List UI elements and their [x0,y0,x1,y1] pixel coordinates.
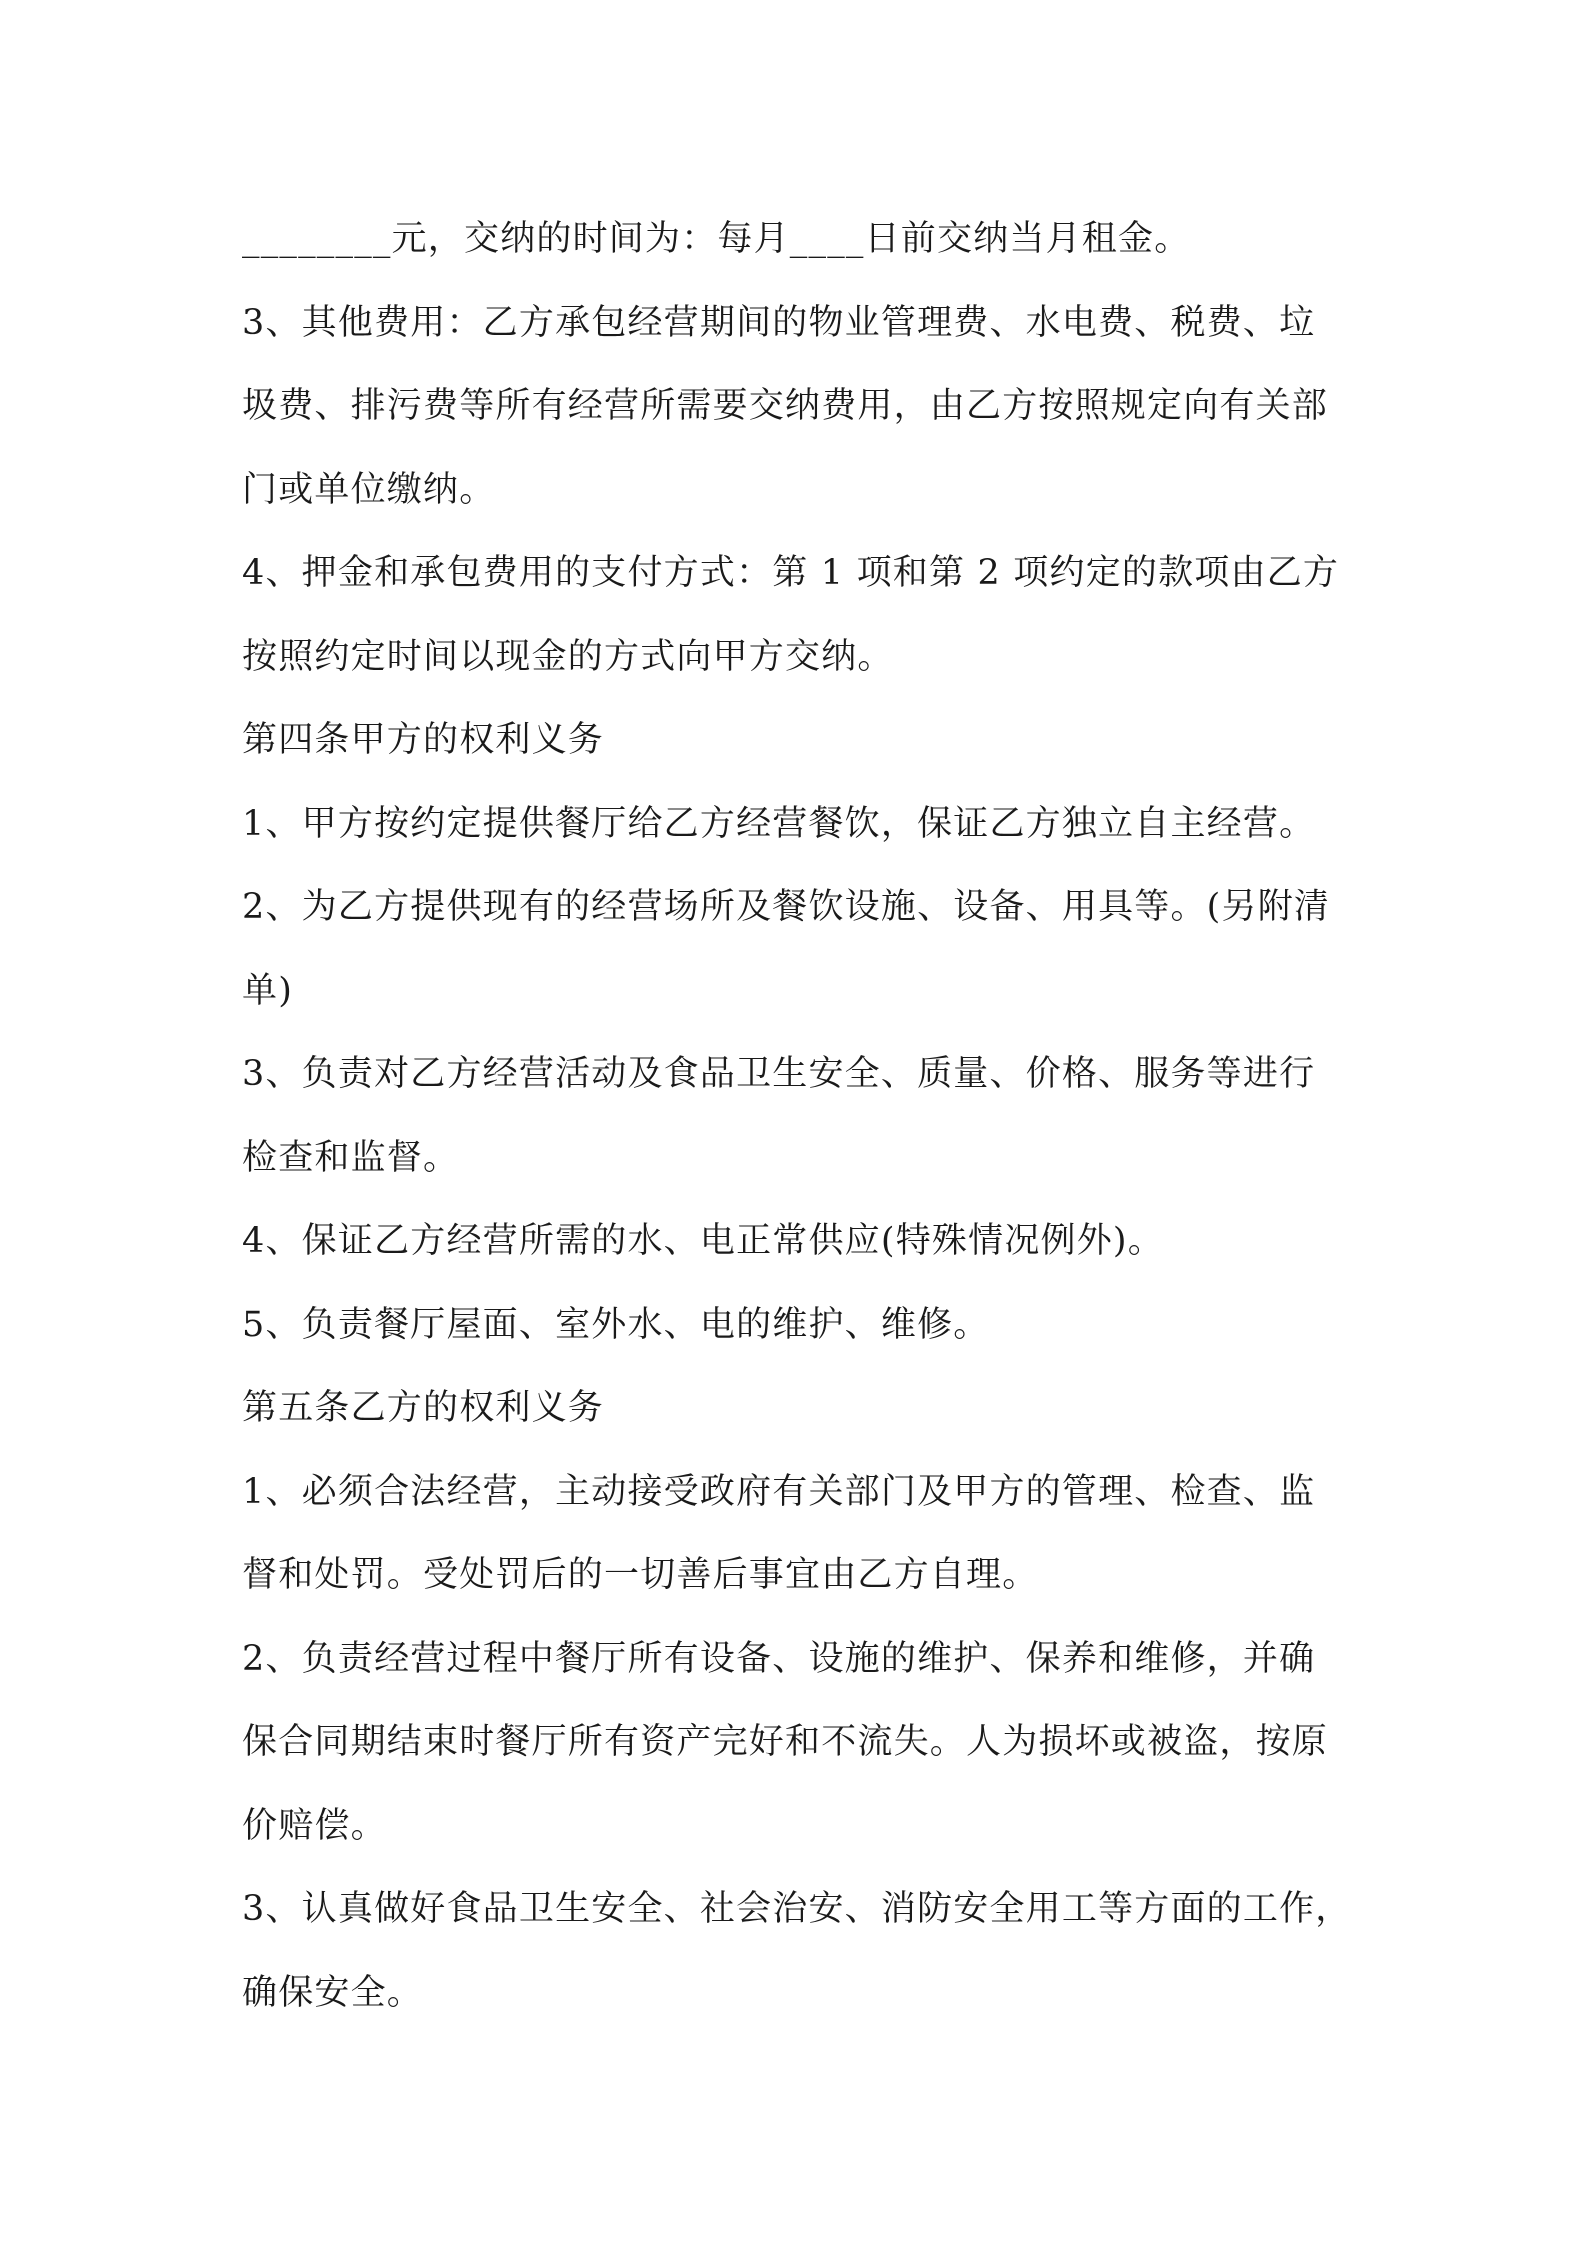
text-line: 4、保证乙方经营所需的水、电正常供应(特殊情况例外)。 [242,1221,1164,1261]
text-line: 检查和监督。 [242,1137,460,1178]
text-line: 3、负责对乙方经营活动及食品卫生安全、质量、价格、服务等进行 [242,1054,1316,1094]
section-heading: 第四条甲方的权利义务 [242,720,605,760]
text-line: 3、其他费用：乙方承包经营期间的物业管理费、水电费、税费、垃 [242,302,1316,343]
text-line: ________元，交纳的时间为：每月____日前交纳当月租金。 [242,219,1191,259]
text-line: 督和处罚。受处罚后的一切善后事宜由乙方自理。 [242,1555,1039,1595]
text-line: 按照约定时间以现金的方式向甲方交纳。 [242,636,894,677]
document-body [242,198,1354,2035]
text-line: 门或单位缴纳。 [242,469,496,510]
text-line: 2、为乙方提供现有的经营场所及餐饮设施、设备、用具等。(另附清 [242,887,1331,927]
text-line: 单) [242,970,294,1011]
text-line: 1、甲方按约定提供餐厅给乙方经营餐饮，保证乙方独立自主经营。 [242,803,1316,844]
text-line: 2、负责经营过程中餐厅所有设备、设施的维护、保养和维修，并确 [242,1638,1316,1679]
text-line: 3、认真做好食品卫生安全、社会治安、消防安全用工等方面的工作， [242,1889,1352,1929]
text-line: 圾费、排污费等所有经营所需要交纳费用，由乙方按照规定向有关部 [242,386,1329,426]
text-line: 5、负责餐厅屋面、室外水、电的维护、维修。 [242,1304,990,1345]
text-line: 价赔偿。 [242,1805,387,1846]
section-heading: 第五条乙方的权利义务 [242,1388,605,1428]
text-line: 保合同期结束时餐厅所有资产完好和不流失。人为损坏或被盗，按原 [242,1722,1329,1762]
text-line: 4、押金和承包费用的支付方式：第 1 项和第 2 项约定的款项由乙方 [242,553,1340,593]
text-line: 1、必须合法经营，主动接受政府有关部门及甲方的管理、检查、监 [242,1471,1316,1512]
text-line: 确保安全。 [242,1972,424,2013]
